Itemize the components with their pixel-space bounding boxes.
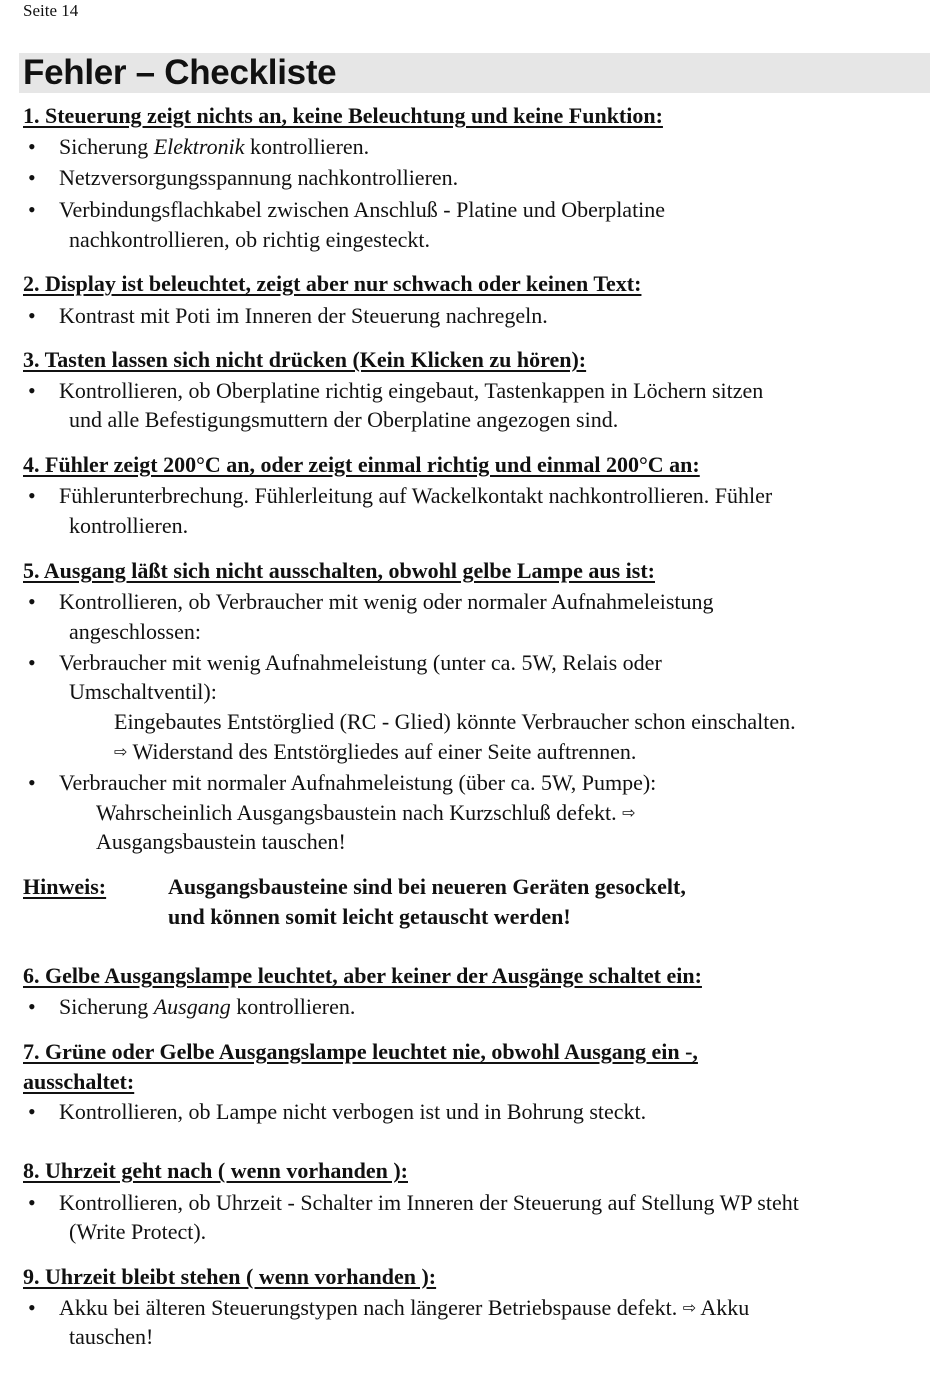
emphasis: Elektronik [153, 134, 245, 159]
list-item-continuation: kontrollieren. [69, 513, 189, 538]
note-text: und können somit leicht getauscht werden! [168, 904, 571, 929]
list-item: Netzversorgungsspannung nachkontrollieren. [59, 165, 459, 190]
list-item: Kontrollieren, ob Oberplatine richtig eingebaut, Tastenkappen in Löchern sitzen [59, 378, 764, 403]
bullet: • [28, 134, 36, 159]
list-item-continuation: Umschaltventil): [69, 679, 217, 704]
bullet: • [28, 378, 36, 403]
sub-item: ⇨ Widerstand des Entstörgliedes auf einer Seite auftrennen. [114, 739, 637, 764]
section-7-heading: 7. Grüne oder Gelbe Ausgangslampe leuchtet nie, obwohl Ausgang ein -, [23, 1039, 698, 1064]
section-9-heading: 9. Uhrzeit bleibt stehen ( wenn vorhanden ): [23, 1264, 437, 1289]
list-item: Kontrollieren, ob Lampe nicht verbogen ist und in Bohrung steckt. [59, 1099, 647, 1124]
list-item: Kontrollieren, ob Uhrzeit - Schalter im Inneren der Steuerung auf Stellung WP steht [59, 1190, 799, 1215]
section-2-heading: 2. Display ist beleuchtet, zeigt aber nur schwach oder keinen Text: [23, 271, 642, 296]
section-5-heading: 5. Ausgang läßt sich nicht ausschalten, obwohl gelbe Lampe aus ist: [23, 558, 655, 583]
note-text: Ausgangsbausteine sind bei neueren Geräten gesockelt, [168, 874, 686, 899]
bullet: • [28, 197, 36, 222]
list-item: Verbraucher mit normaler Aufnahmeleistung (über ca. 5W, Pumpe): [59, 770, 657, 795]
list-item-continuation: (Write Protect). [69, 1219, 207, 1244]
bullet: • [28, 1295, 36, 1320]
sub-item: Eingebautes Entstörglied (RC - Glied) könnte Verbraucher schon einschalten. [114, 709, 796, 734]
bullet: • [28, 994, 36, 1019]
list-item: Verbindungsflachkabel zwischen Anschluß - Platine und Oberplatine [59, 197, 666, 222]
title-bar [19, 53, 930, 93]
bullet: • [28, 650, 36, 675]
list-item-continuation: angeschlossen: [69, 619, 201, 644]
bullet: • [28, 589, 36, 614]
section-7-heading-continuation: ausschaltet: [23, 1069, 135, 1094]
list-item: Akku bei älteren Steuerungstypen nach längerer Betriebspause defekt. ⇨ Akku [59, 1295, 750, 1320]
bullet: • [28, 770, 36, 795]
bullet: • [28, 483, 36, 508]
bullet: • [28, 303, 36, 328]
list-item: Kontrast mit Poti im Inneren der Steuerung nachregeln. [59, 303, 548, 328]
section-1-heading: 1. Steuerung zeigt nichts an, keine Beleuchtung und keine Funktion: [23, 103, 663, 128]
bullet: • [28, 1190, 36, 1215]
list-item-continuation: nachkontrollieren, ob richtig eingesteckt. [69, 227, 431, 252]
note-label: Hinweis: [23, 874, 107, 899]
page-number: Seite 14 [23, 1, 79, 20]
bullet: • [28, 165, 36, 190]
page-title: Fehler – Checkliste [23, 53, 337, 92]
sub-item: Ausgangsbaustein tauschen! [96, 829, 346, 854]
emphasis: Ausgang [153, 994, 231, 1019]
list-item: Verbraucher mit wenig Aufnahmeleistung (unter ca. 5W, Relais oder [59, 650, 662, 675]
list-item-continuation: und alle Befestigungsmuttern der Oberplatine angezogen sind. [69, 407, 619, 432]
list-item: Fühlerunterbrechung. Fühlerleitung auf Wackelkontakt nachkontrollieren. Fühler [59, 483, 773, 508]
list-item: Sicherung Elektronik kontrollieren. [59, 134, 370, 159]
bullet: • [28, 1099, 36, 1124]
section-6-heading: 6. Gelbe Ausgangslampe leuchtet, aber keiner der Ausgänge schaltet ein: [23, 963, 702, 988]
section-8-heading: 8. Uhrzeit geht nach ( wenn vorhanden ): [23, 1158, 408, 1183]
arrow-right-icon: ⇨ [682, 1298, 697, 1317]
list-item: Kontrollieren, ob Verbraucher mit wenig oder normaler Aufnahmeleistung [59, 589, 714, 614]
arrow-right-icon: ⇨ [622, 803, 636, 822]
arrow-right-icon: ⇨ [114, 742, 128, 761]
list-item: Sicherung Ausgang kontrollieren. [59, 994, 356, 1019]
list-item-continuation: tauschen! [69, 1324, 154, 1349]
section-4-heading: 4. Fühler zeigt 200°C an, oder zeigt einmal richtig und einmal 200°C an: [23, 452, 700, 477]
section-3-heading: 3. Tasten lassen sich nicht drücken (Kein Klicken zu hören): [23, 347, 587, 372]
sub-item: Wahrscheinlich Ausgangsbaustein nach Kurzschluß defekt. ⇨ [96, 800, 636, 825]
